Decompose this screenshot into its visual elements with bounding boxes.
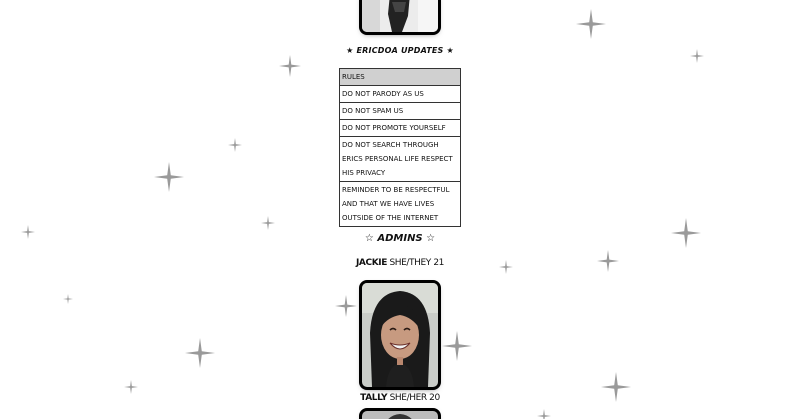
admin-info: SHE/THEY 21 — [386, 258, 445, 268]
rule-item: DO NOT PROMOTE YOURSELF — [340, 120, 461, 137]
sparkle-icon — [576, 9, 606, 39]
rule-item: DO NOT PARODY AS US — [340, 86, 461, 103]
admin-photo-top — [362, 0, 438, 32]
sparkle-icon — [228, 138, 242, 152]
sparkle-icon — [154, 162, 184, 192]
admin-photo-tally — [362, 411, 438, 419]
sparkle-icon — [63, 294, 73, 304]
sparkle-icon — [279, 55, 301, 77]
table-row — [340, 182, 461, 227]
rule-item: REMINDER TO BE RESPECTFUL AND THAT WE HAVE LIVES OUTSIDE OF THE INTERNET — [340, 182, 461, 227]
rules-table — [339, 68, 461, 227]
sparkle-icon — [537, 409, 551, 419]
admin-info: SHE/HER 20 — [387, 393, 440, 403]
admin-name-jackie — [0, 258, 800, 268]
admin-name: TALLY — [360, 393, 388, 403]
rules-header: RULES — [340, 69, 461, 86]
rules-header-row — [340, 69, 461, 86]
admins-title: ☆ ADMINS ☆ — [364, 233, 436, 244]
sparkle-icon — [442, 331, 472, 361]
admin-photo-jackie — [362, 283, 438, 387]
sparkle-icon — [261, 216, 275, 230]
sparkle-icon — [185, 338, 215, 368]
table-row — [340, 137, 461, 182]
table-row — [340, 103, 461, 120]
table-row — [340, 86, 461, 103]
admin-name: JACKIE — [355, 258, 387, 268]
updates-title: ★ ERICDOA UPDATES ★ — [346, 46, 454, 55]
sparkle-icon — [335, 295, 357, 317]
rule-item: DO NOT SPAM US — [340, 103, 461, 120]
sparkle-icon — [124, 380, 138, 394]
rule-item: DO NOT SEARCH THROUGH ERICS PERSONAL LIFE RESPECT HIS PRIVACY — [340, 137, 461, 182]
table-row — [340, 120, 461, 137]
admin-name-tally — [0, 393, 800, 403]
